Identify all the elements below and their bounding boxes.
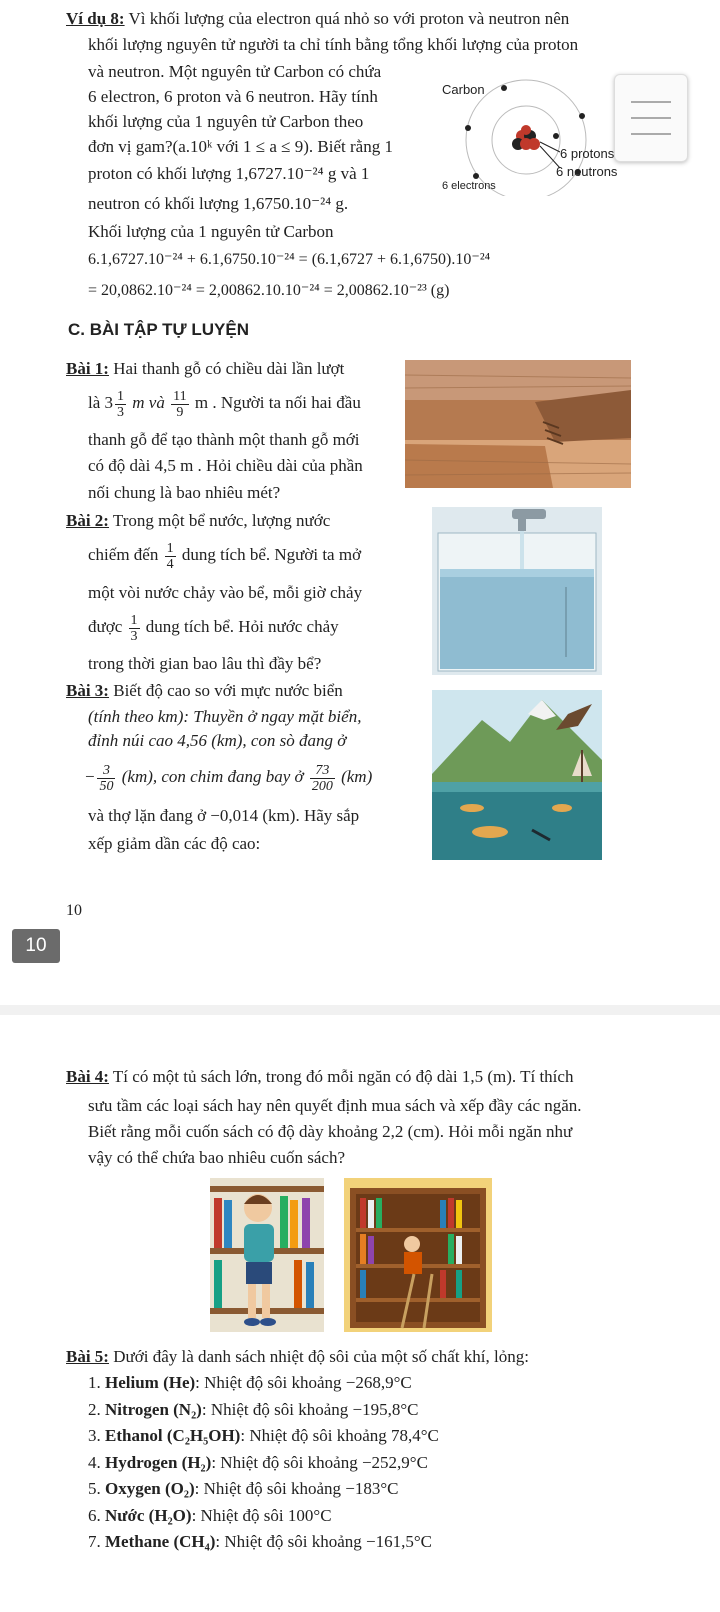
bai2-line4: được $\frac{1}{3}$ dung tích bể. Hỏi nước chảy [88, 612, 339, 644]
section-title: C. BÀI TẬP TỰ LUYỆN [68, 320, 249, 339]
list-item-number: 4. [88, 1452, 101, 1472]
example8-formula1: 6.1,6727.10⁻²⁴ + 6.1,6750.10⁻²⁴ = (6.1,6727 + 6.1,6750).10⁻²⁴ [88, 251, 491, 268]
list-item-number: 1. [88, 1373, 101, 1392]
example8-line1: Ví dụ 8: Vì khối lượng của electron quá nhỏ so với proton và neutron nên [66, 9, 570, 28]
example8-line8: neutron có khối lượng 1,6750.10⁻²⁴ g. [88, 194, 349, 213]
bai4-line2: sưu tầm các loại sách hay nên quyết định mua sách và xếp đầy các ngăn. [88, 1096, 582, 1115]
menu-icon-bar [631, 133, 671, 135]
nucleus-icon [512, 125, 540, 150]
substance-name: Methane (CH₄) [105, 1532, 216, 1551]
substance-name: Hydrogen (H₂) [105, 1452, 212, 1472]
bai3-line1: Bài 3: Biết độ cao so với mực nước biển [66, 681, 343, 700]
example8-label: Ví dụ 8: [66, 9, 125, 28]
sea-mountain-image [432, 690, 602, 860]
substance-name: Oxygen (O₂) [105, 1479, 195, 1498]
page-badge[interactable]: 10 [12, 929, 60, 963]
boiling-point-text: : Nhiệt độ sôi 100°C [191, 1505, 332, 1525]
bai1-label: Bài 1: [66, 359, 109, 378]
substance-name: Nước (H₂O) [105, 1505, 192, 1525]
bai3-label: Bài 3: [66, 681, 109, 700]
bai2-line5: trong thời gian bao lâu thì đầy bể? [88, 654, 322, 673]
boiling-point-text: : Nhiệt độ sôi khoảng −161,5°C [215, 1532, 432, 1551]
bai1-line4: có độ dài 4,5 m . Hỏi chiều dài của phần [88, 456, 363, 475]
menu-icon-bar [631, 101, 671, 103]
menu-icon-bar [631, 117, 671, 119]
example8-line6: đơn vị gam?(a.10ᵏ với 1 ≤ a ≤ 9). Biết rằng 1 [88, 137, 393, 156]
example8-line3: và neutron. Một nguyên tử Carbon có chứa [88, 62, 382, 81]
bai4-line3: Biết rằng mỗi cuốn sách có độ dày khoảng 2,2 (cm). Hỏi mỗi ngăn như [88, 1122, 573, 1141]
bai1-line2: là 3 $\frac{1}{3}$ m và $\frac{11}{9}$ m . Người ta nối hai đầu [88, 388, 361, 420]
boiling-point-text: : Nhiệt độ sôi khoảng −252,9°C [211, 1452, 428, 1472]
list-item-number: 7. [88, 1532, 101, 1551]
substance-name: Helium (He) [105, 1373, 196, 1392]
fraction: $\frac{1}{4}$ [166, 540, 174, 572]
menu-button[interactable] [614, 74, 688, 162]
bai5-label: Bài 5: [66, 1347, 109, 1366]
substance-name: Nitrogen (N₂) [105, 1399, 202, 1419]
water-tank-image [432, 507, 602, 675]
electrons-label: 6 electrons [442, 180, 496, 192]
protons-label: 6 protons [560, 146, 615, 161]
boiling-point-text: : Nhiệt độ sôi khoảng −195,8°C [201, 1399, 419, 1419]
example8-line7: proton có khối lượng 1,6727.10⁻²⁴ g và 1 [88, 164, 370, 183]
list-item-number: 6. [88, 1505, 101, 1525]
document-page-2 [0, 1015, 720, 1612]
list-item-number: 3. [88, 1426, 101, 1445]
fraction: $\frac{1}{3}$ [130, 612, 138, 644]
bai1-line3: thanh gỗ để tạo thành một thanh gỗ mới [88, 430, 360, 449]
bai1-line1: Bài 1: Hai thanh gỗ có chiều dài lần lượt [66, 359, 345, 378]
boy-reading-image [210, 1178, 324, 1332]
list-item [88, 1398, 418, 1421]
bai3-line4: − $\frac{3}{50}$ (km), con chim đang bay ở $\frac{73}{200}$ (km) [84, 762, 373, 794]
list-item-number: 2. [88, 1399, 101, 1419]
list-item-number: 5. [88, 1479, 101, 1498]
bai4-line1: Bài 4: Tí có một tủ sách lớn, trong đó mỗi ngăn có độ dài 1,5 (m). Tí thích [66, 1067, 574, 1086]
fraction: $\frac{11}{9}$ [173, 388, 187, 420]
bai2-line1: Bài 2: Trong một bể nước, lượng nước [66, 511, 331, 530]
example8-line9: Khối lượng của 1 nguyên tử Carbon [88, 222, 334, 241]
bai2-line3: một vòi nước chảy vào bể, mỗi giờ chảy [88, 583, 363, 602]
atom-title: Carbon [442, 82, 485, 97]
page-number: 10 [66, 902, 82, 919]
bai4-line4: vậy có thể chứa bao nhiêu cuốn sách? [88, 1148, 346, 1167]
boiling-point-text: : Nhiệt độ sôi khoảng 78,4°C [240, 1426, 439, 1445]
page-separator [0, 1005, 720, 1015]
fraction: $\frac{3}{50}$ [99, 762, 114, 794]
neutrons-label: 6 neutrons [556, 164, 618, 179]
wooden-planks-image [405, 360, 631, 488]
bai1-line5: nối chung là bao nhiêu mét? [88, 483, 281, 502]
list-item [88, 1530, 432, 1553]
bai3-line6: xếp giảm dần các độ cao: [88, 834, 261, 853]
example8-line4: 6 electron, 6 proton và 6 neutron. Hãy tính [88, 87, 378, 106]
carbon-atom-diagram [436, 76, 636, 196]
bai3-line3: đỉnh núi cao 4,56 (km), con sò đang ở [88, 731, 347, 750]
list-item [88, 1477, 398, 1500]
fraction: $\frac{73}{200}$ [311, 762, 333, 794]
list-item [88, 1424, 439, 1447]
substance-name: Ethanol (C₂H₅OH) [105, 1426, 241, 1445]
boiling-point-text: : Nhiệt độ sôi khoảng −268,9°C [195, 1373, 412, 1392]
example8-line2: khối lượng nguyên tử người ta chỉ tính bằng tổng khối lượng của proton [88, 35, 579, 54]
proton-pointer [540, 142, 560, 152]
bookshelf-image [344, 1178, 492, 1332]
fraction: $\frac{1}{3}$ [117, 388, 125, 420]
example8-formula2: = 20,0862.10⁻²⁴ = 2,00862.10.10⁻²⁴ = 2,00862.10⁻²³ (g) [88, 282, 450, 299]
list-item [88, 1371, 412, 1394]
list-item [88, 1504, 332, 1527]
bai2-line2: chiếm đến $\frac{1}{4}$ dung tích bể. Người ta mở [88, 540, 362, 572]
list-item [88, 1451, 428, 1474]
bai2-label: Bài 2: [66, 511, 109, 530]
bai4-label: Bài 4: [66, 1067, 109, 1086]
bai3-line5: và thợ lặn đang ở −0,014 (km). Hãy sắp [88, 806, 360, 825]
example8-line5: khối lượng của 1 nguyên tử Carbon theo [88, 112, 364, 131]
bai5-intro-line: Bài 5: Dưới đây là danh sách nhiệt độ sôi của một số chất khí, lỏng: [66, 1347, 529, 1366]
boiling-point-text: : Nhiệt độ sôi khoảng −183°C [194, 1479, 399, 1498]
bai3-line2: (tính theo km): Thuyền ở ngay mặt biển, [88, 707, 362, 726]
